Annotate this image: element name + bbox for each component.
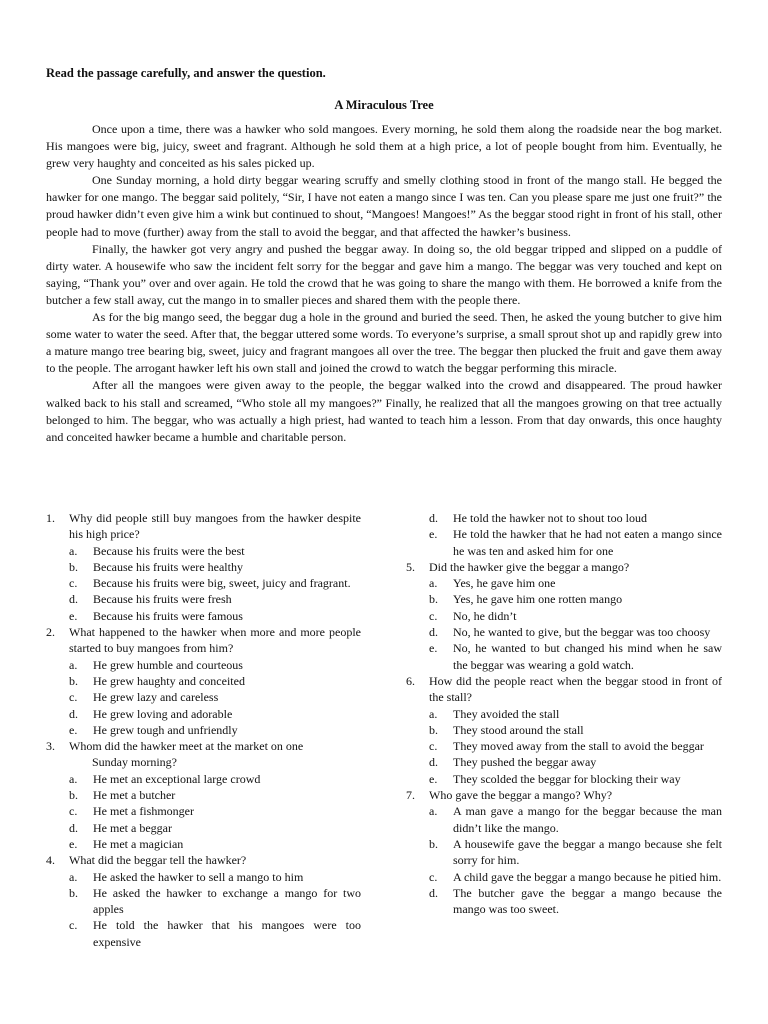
option-3d [69, 820, 361, 836]
option-letter: d. [69, 820, 78, 835]
questions-right-column [406, 510, 722, 917]
option-text: A child gave the beggar a mango because he pitied him. [453, 869, 722, 884]
option-text: Yes, he gave him one rotten mango [453, 592, 623, 607]
option-letter: b. [69, 885, 78, 900]
option-letter: b. [69, 559, 78, 574]
option-letter: e. [429, 641, 438, 656]
option-letter: b. [429, 836, 438, 851]
option-text: No, he didn’t [453, 608, 517, 623]
question-1 [46, 510, 361, 543]
option-text: A man gave a mango for the beggar because the man didn’t like the mango. [453, 804, 722, 835]
question-7 [406, 787, 722, 803]
option-5c [429, 608, 722, 624]
passage [46, 121, 722, 446]
document-page [46, 66, 722, 949]
option-letter: a. [429, 804, 438, 819]
option-text: He told the hawker not to shout too loud [453, 511, 647, 525]
option-text: He met a butcher [93, 788, 176, 803]
option-text: No, he wanted to but changed his mind when he saw the beggar was wearing a gold watch. [453, 641, 722, 672]
option-text: He grew humble and courteous [93, 657, 243, 672]
option-letter: e. [69, 722, 78, 737]
option-text: He met a fishmonger [93, 804, 194, 819]
option-5d [429, 624, 722, 640]
question-number: 2. [46, 625, 55, 640]
option-letter: e. [429, 771, 438, 786]
question-5 [406, 559, 722, 575]
option-3c [69, 803, 361, 819]
option-letter: b. [69, 673, 78, 688]
option-2b [69, 673, 361, 689]
option-letter: e. [69, 608, 78, 623]
option-2c [69, 689, 361, 705]
question-text: Why did people still buy mangoes from the hawker despite his high price? [69, 511, 361, 542]
question-number: 7. [406, 788, 415, 803]
option-letter: a. [69, 657, 78, 672]
option-text: He told the hawker that his mangoes were too expensive [93, 918, 361, 949]
option-5b [429, 591, 722, 607]
option-letter: c. [429, 739, 438, 754]
question-text: Did the hawker give the beggar a mango? [429, 559, 630, 574]
question-text-continued: Sunday morning? [92, 755, 177, 770]
option-7b [429, 836, 722, 869]
option-text: No, he wanted to give, but the beggar was too choosy [453, 625, 711, 640]
option-6e [429, 771, 722, 787]
option-letter: e. [429, 527, 438, 542]
option-text: He met a magician [93, 836, 184, 851]
option-text: Because his fruits were famous [93, 608, 243, 623]
question-number: 4. [46, 853, 55, 868]
option-letter: a. [69, 543, 78, 558]
option-text: Because his fruits were fresh [93, 592, 232, 607]
question-3 [46, 738, 361, 754]
option-4b [69, 885, 361, 918]
question-text: What happened to the hawker when more and more people started to buy mangoes from him? [69, 625, 361, 656]
option-1b [69, 559, 361, 575]
option-6d [429, 754, 722, 770]
option-7d [429, 885, 722, 918]
option-4c [69, 917, 361, 950]
option-text: They avoided the stall [453, 706, 560, 721]
option-letter: b. [429, 592, 438, 607]
option-text: He grew haughty and conceited [93, 673, 245, 688]
option-text: They scolded the beggar for blocking their way [453, 771, 681, 786]
option-letter: a. [429, 706, 438, 721]
option-text: He grew lazy and careless [93, 690, 219, 705]
option-3a [69, 771, 361, 787]
question-text: What did the beggar tell the hawker? [69, 853, 247, 868]
option-text: He asked the hawker to sell a mango to him [93, 869, 304, 884]
question-number: 1. [46, 511, 55, 525]
option-3b [69, 787, 361, 803]
option-letter: d. [69, 592, 78, 607]
option-text: Yes, he gave him one [453, 576, 556, 591]
option-text: They stood around the stall [453, 722, 584, 737]
option-2e [69, 722, 361, 738]
option-letter: a. [69, 771, 78, 786]
option-letter: e. [69, 836, 78, 851]
option-4a [69, 869, 361, 885]
questions-left-column [46, 510, 361, 950]
option-letter: a. [69, 869, 78, 884]
option-text: He asked the hawker to exchange a mango for two apples [93, 885, 361, 917]
paragraph-5: After all the mangoes were given away to the people, the beggar walked into the crowd and disappeared. The proud hawker walked back to his stall and screamed, “Who stole all my mangoes?” Finally, he realized that all the mangoes growing on that tree actually belonged to him. The beggar, who was actually a high priest, had wanted to teach him a lesson. From that day onwards, this once haughty and conceited hawker became a humble and charitable person. [46, 378, 722, 444]
option-6a [429, 706, 722, 722]
question-number: 5. [406, 559, 415, 574]
option-text: Because his fruits were healthy [93, 559, 243, 574]
option-text: The butcher gave the beggar a mango because the mango was too sweet. [453, 885, 722, 917]
passage-title: A Miraculous Tree [334, 98, 434, 112]
option-text: They moved away from the stall to avoid the beggar [453, 739, 704, 754]
option-letter: c. [429, 608, 438, 623]
paragraph-1: Once upon a time, there was a hawker who sold mangoes. Every morning, he sold them along the roadside near the bog market. His mangoes were big, juicy, sweet and fragrant. Although he sold them at a high price, a lot of people bought from him. Eventually, he grew very haughty and conceited as his sales picked up. [46, 122, 722, 171]
option-letter: b. [69, 788, 78, 803]
question-number: 3. [46, 739, 55, 754]
question-6 [406, 673, 722, 706]
option-letter: d. [429, 755, 438, 770]
question-text: Whom did the hawker meet at the market on one [69, 739, 304, 754]
paragraph-2: One Sunday morning, a hold dirty beggar wearing scruffy and smelly clothing stood in front of the mango stall. He begged the hawker for one mango. The beggar said politely, “Sir, I have not eaten a mango since I was ten. Can you please spare me just one fruit?” the proud hawker didn’t even give him a wink but continued to shout, “Mangoes! Mangoes!” As the beggar stood right in front of his stall, other people had to move (further) away from the stall to avoid the beggar, and that affected the hawker’s business. [46, 173, 722, 239]
option-2d [69, 706, 361, 722]
option-text: He grew tough and unfriendly [93, 722, 238, 737]
option-1a [69, 543, 361, 559]
option-text: He told the hawker that he had not eaten a mango since he was ten and asked him for one [453, 527, 722, 558]
question-text: Who gave the beggar a mango? Why? [429, 788, 613, 803]
option-text: He grew loving and adorable [93, 706, 233, 721]
option-text: Because his fruits were the best [93, 543, 245, 558]
paragraph-3: Finally, the hawker got very angry and pushed the beggar away. In doing so, the old beggar tripped and slipped on a puddle of dirty water. A housewife who saw the incident felt sorry for the beggar and gave him a mango. The beggar was very touched and kept on saying, “Thank you” over and over again. He told the crowd that he was going to share the mango with them. He borrowed a knife from the butcher a few stall away, cut the mango in to smaller pieces and shared them with the people there. [46, 241, 722, 307]
option-4e [429, 526, 722, 559]
option-1c [69, 575, 361, 591]
option-letter: c. [429, 869, 438, 884]
option-3e [69, 836, 361, 852]
option-letter: c. [69, 690, 78, 705]
option-letter: c. [69, 576, 78, 591]
question-2 [46, 624, 361, 657]
option-4d [429, 510, 722, 526]
option-text: He met an exceptional large crowd [93, 771, 261, 786]
question-number: 6. [406, 673, 415, 688]
option-letter: c. [69, 918, 78, 933]
option-text: They pushed the beggar away [453, 755, 597, 770]
option-letter: d. [429, 885, 438, 900]
question-4 [46, 852, 361, 868]
option-letter: b. [429, 722, 438, 737]
option-6c [429, 738, 722, 754]
option-7c [429, 869, 722, 885]
option-1d [69, 591, 361, 607]
option-2a [69, 657, 361, 673]
option-5e [429, 640, 722, 673]
paragraph-4: As for the big mango seed, the beggar dug a hole in the ground and buried the seed. Then, he asked the young butcher to give him some water to water the seed. After that, the beggar uttered some words. To everyone’s surprise, a small sprout shot up and rapidly grew into a mature mango tree bearing big, sweet, juicy and fragrant mangoes all over the tree. The beggar then plucked the fruit and gave them away to the people. The arrogant hawker left his own stall and joined the crowd to watch the beggar performing this miracle. [46, 310, 722, 376]
option-7a [429, 803, 722, 836]
option-1e [69, 608, 361, 624]
option-letter: c. [69, 804, 78, 819]
question-text: How did the people react when the beggar stood in front of the stall? [429, 673, 722, 705]
option-text: A housewife gave the beggar a mango because she felt sorry for him. [453, 836, 722, 868]
option-letter: d. [429, 625, 438, 640]
option-6b [429, 722, 722, 738]
option-5a [429, 575, 722, 591]
option-letter: d. [69, 706, 78, 721]
option-letter: d. [429, 511, 438, 525]
option-text: He met a beggar [93, 820, 172, 835]
option-text: Because his fruits were big, sweet, juicy and fragrant. [93, 576, 351, 591]
instruction: Read the passage carefully, and answer the question. [46, 66, 326, 80]
option-letter: a. [429, 576, 438, 591]
